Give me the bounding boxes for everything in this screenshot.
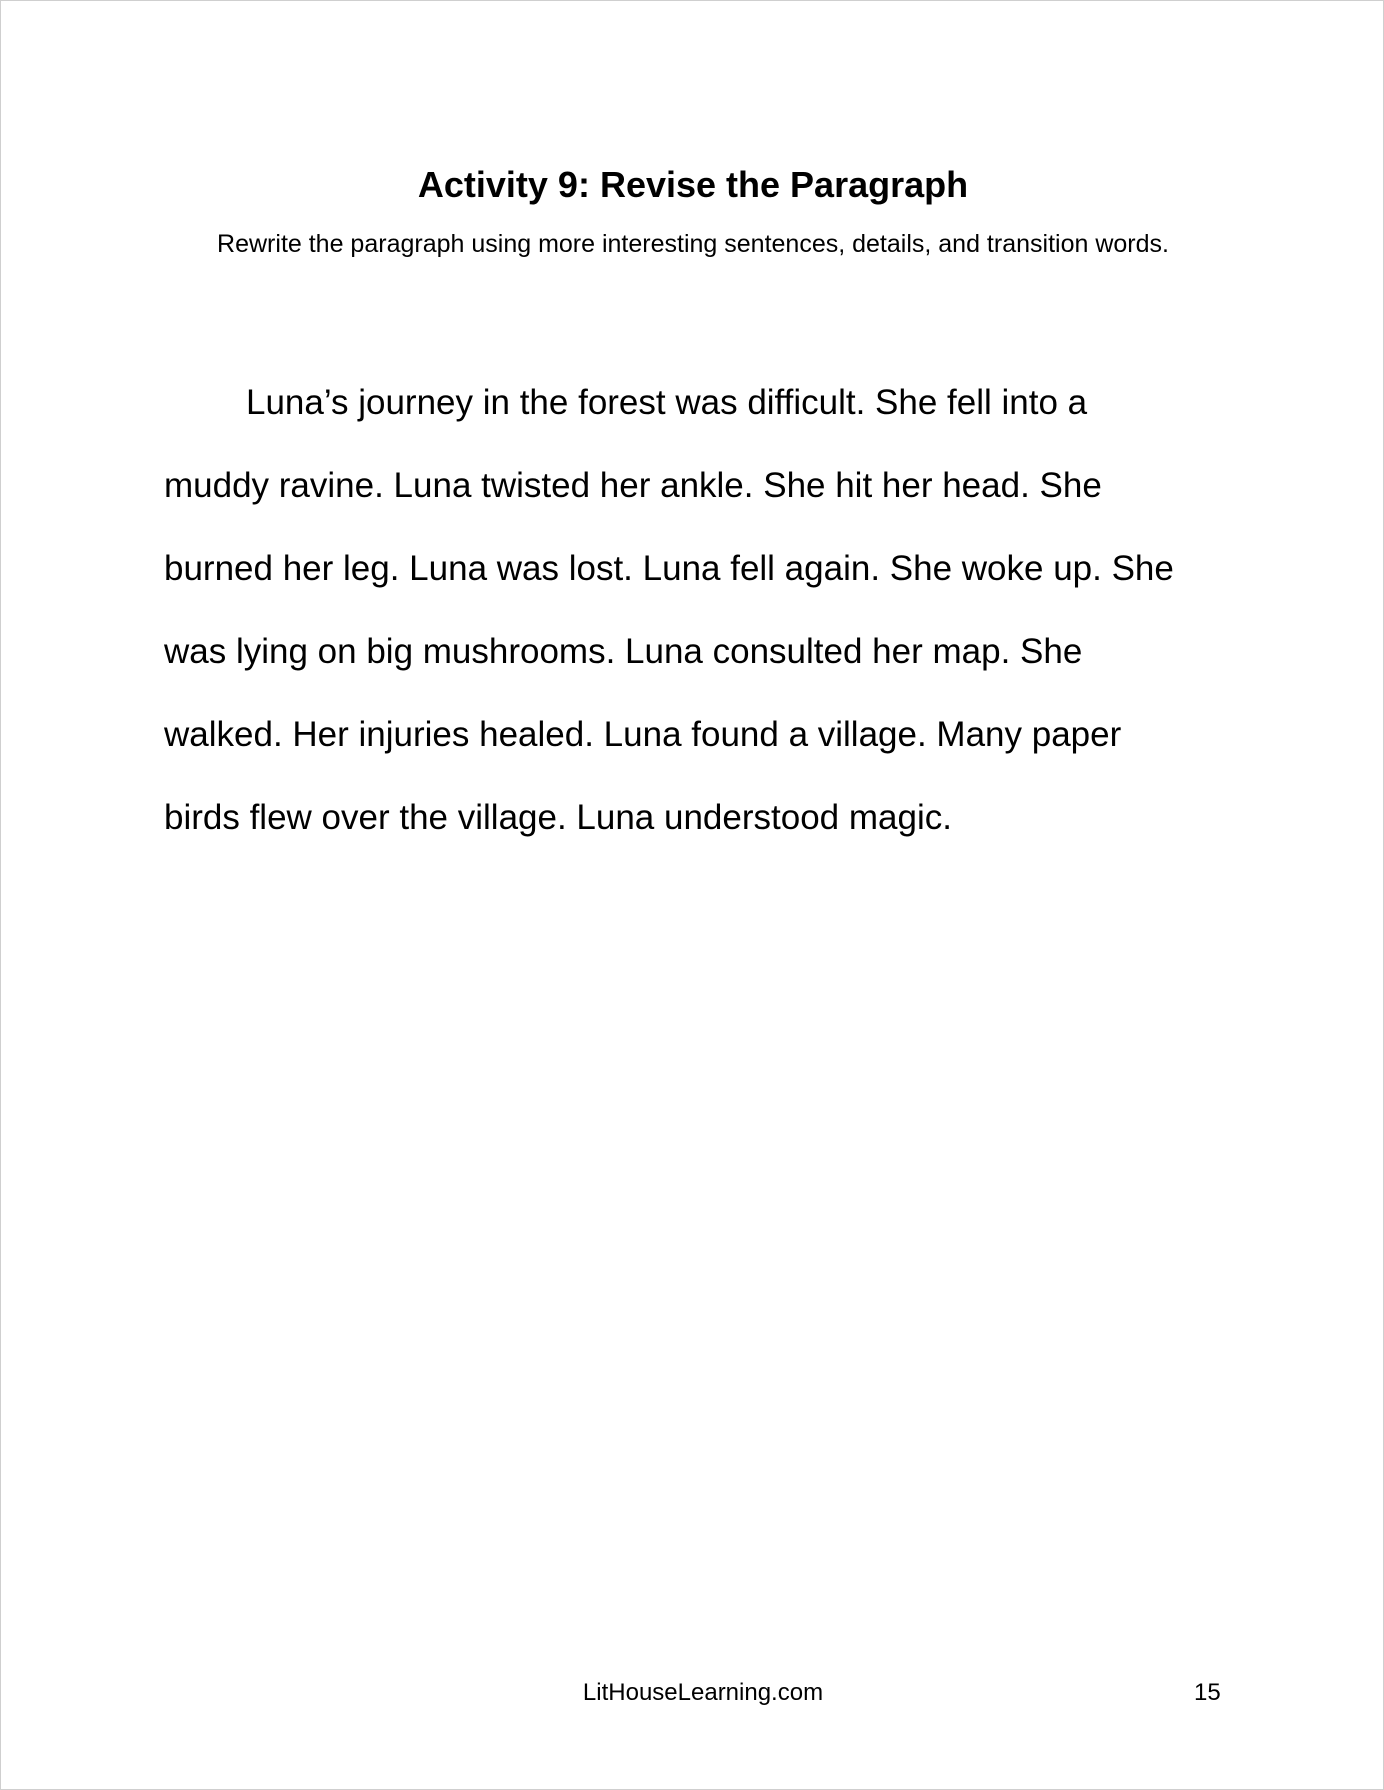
page-number: 15	[1194, 1679, 1221, 1706]
paragraph-line: birds flew over the village. Luna understood magic.	[164, 798, 952, 837]
paragraph-line: walked. Her injuries healed. Luna found a village. Many paper	[164, 715, 1122, 754]
paragraph-line: burned her leg. Luna was lost. Luna fell again. She woke up. She	[164, 549, 1174, 588]
paragraph-line: muddy ravine. Luna twisted her ankle. She hit her head. She	[164, 466, 1102, 505]
footer-website: LitHouseLearning.com	[582, 1679, 824, 1706]
paragraph-line: Luna’s journey in the forest was difficult. She fell into a	[246, 383, 1088, 422]
page-title: Activity 9: Revise the Paragraph	[417, 164, 969, 205]
story-paragraph	[164, 361, 1224, 859]
activity-instructions: Rewrite the paragraph using more interesting sentences, details, and transition words.	[217, 230, 1169, 258]
paragraph-line: was lying on big mushrooms. Luna consulted her map. She	[164, 632, 1083, 671]
